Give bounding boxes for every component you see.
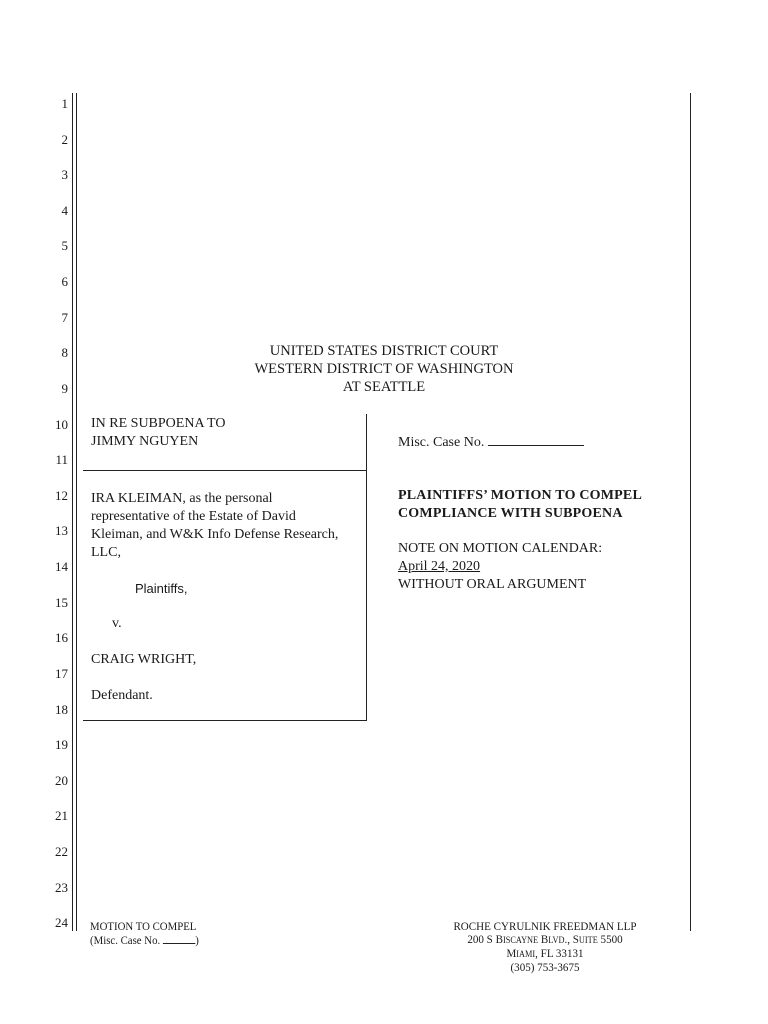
plaintiff-line-4: LLC,: [91, 545, 121, 560]
line-number: 4: [61, 203, 68, 218]
court-name: UNITED STATES DISTRICT COURT: [269, 343, 499, 359]
line-number: 14: [55, 559, 68, 574]
line-number: 16: [55, 630, 68, 645]
footer-case-close: ): [195, 933, 199, 947]
line-number: 21: [55, 808, 68, 823]
line-number: 13: [55, 523, 68, 538]
misc-case-number: [398, 433, 584, 452]
line-number: 20: [55, 773, 68, 788]
caption-divider-bottom: [83, 720, 367, 721]
plaintiff-line-1: IRA KLEIMAN, as the personal: [91, 491, 273, 506]
line-number: 6: [61, 274, 68, 289]
line-number: 9: [61, 381, 68, 396]
defendant-label: Defendant.: [91, 688, 153, 703]
note-calendar-label: NOTE ON MOTION CALENDAR:: [398, 541, 603, 556]
case-number-blank: [488, 433, 584, 446]
plaintiff-line-3: Kleiman, and W&K Info Defense Research,: [91, 527, 339, 542]
motion-title-line-1: PLAINTIFFS’ MOTION TO COMPEL: [398, 488, 643, 503]
line-number: 19: [55, 737, 68, 752]
footer-firm-name: ROCHE CYRULNIK FREEDMAN LLP: [453, 919, 637, 933]
line-number: 3: [61, 167, 68, 182]
motion-title-line-2: COMPLIANCE WITH SUBPOENA: [398, 506, 623, 521]
court-location: AT SEATTLE: [342, 379, 426, 395]
footer-phone: (305) 753-3675: [510, 960, 580, 974]
line-number: 18: [55, 702, 68, 717]
caption-divider-top: [83, 470, 367, 471]
line-number: 11: [55, 452, 68, 467]
footer-right: [412, 920, 679, 974]
caption-divider-vertical: [366, 414, 367, 720]
versus: v.: [112, 616, 122, 631]
footer-case-blank: [163, 933, 195, 944]
footer-city: MIAMI, FL 33131: [506, 946, 584, 960]
line-number: 8: [61, 345, 68, 360]
line-number: 17: [55, 666, 68, 681]
note-calendar-date: April 24, 2020: [398, 559, 481, 574]
right-margin-rule: [690, 93, 691, 931]
footer-left: [90, 920, 199, 947]
line-number: 5: [61, 238, 68, 253]
oral-argument-note: WITHOUT ORAL ARGUMENT: [398, 577, 587, 592]
plaintiffs-label: Plaintiffs,: [135, 581, 188, 596]
left-margin-rule-1: [72, 93, 73, 931]
footer-document-title: MOTION TO COMPEL: [90, 919, 197, 933]
misc-case-label: Misc. Case No.: [398, 435, 485, 450]
line-number: 7: [61, 310, 68, 325]
left-margin-rule-2: [76, 93, 77, 931]
line-number: 23: [55, 880, 68, 895]
line-number: 2: [61, 132, 68, 147]
line-number: 22: [55, 844, 68, 859]
footer-address: 200 S BISCAYNE BLVD., SUITE 5500: [467, 932, 623, 946]
line-number: 12: [55, 488, 68, 503]
line-number: 24: [55, 915, 68, 930]
line-number: 15: [55, 595, 68, 610]
plaintiff-line-2: representative of the Estate of David: [91, 509, 296, 524]
footer-case-label: (Misc. Case No.: [90, 933, 161, 947]
defendant-name: CRAIG WRIGHT,: [91, 652, 197, 667]
in-re-line-2: JIMMY NGUYEN: [91, 434, 199, 449]
line-number: 10: [55, 417, 68, 432]
in-re-line-1: IN RE SUBPOENA TO: [91, 416, 226, 431]
court-district: WESTERN DISTRICT OF WASHINGTON: [254, 361, 514, 377]
line-number: 1: [61, 96, 68, 111]
footer-case-number: [90, 933, 199, 947]
